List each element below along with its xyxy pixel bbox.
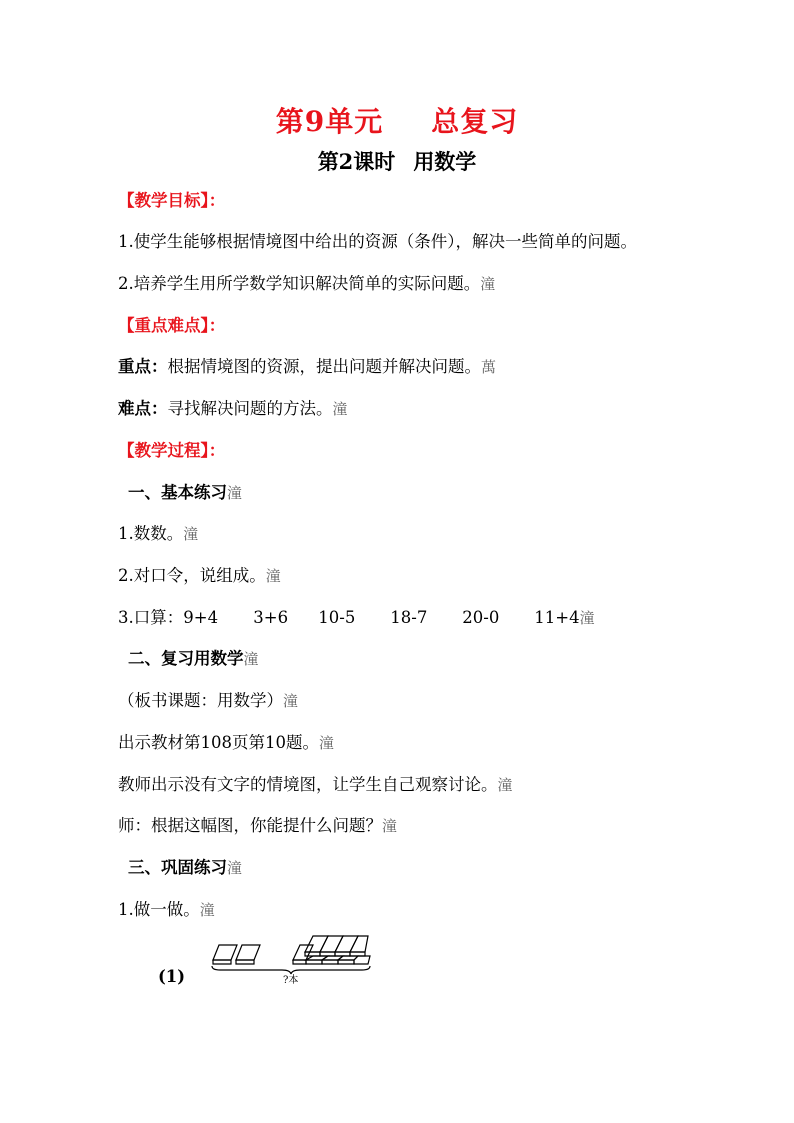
focus-hard: 难点：寻找解决问题的方法。潼 xyxy=(118,399,348,418)
watermark: 潼 xyxy=(283,692,299,710)
title-unit: 第9单元 xyxy=(275,105,384,138)
subtitle-topic: 用数学 xyxy=(413,149,477,174)
oral-item: 9+4 xyxy=(183,608,219,627)
oral-item: 18-7 xyxy=(390,608,428,627)
oral-item: 10-5 xyxy=(318,608,356,627)
focus-key: 重点：根据情境图的资源，提出问题并解决问题。萬 xyxy=(118,357,497,376)
watermark: 潼 xyxy=(579,609,595,627)
question-label: ?本 xyxy=(283,975,299,986)
watermark: 潼 xyxy=(319,734,335,752)
part2-line-2: 出示教材第108页第10题。潼 xyxy=(118,733,335,752)
book-icon xyxy=(305,936,328,956)
page-subtitle xyxy=(0,146,794,176)
part2-heading: 二、复习用数学潼 xyxy=(128,649,259,668)
section-focus: 【重点难点】： xyxy=(118,316,226,335)
watermark: 潼 xyxy=(497,776,513,794)
watermark: 潼 xyxy=(243,650,259,668)
books-illustration xyxy=(150,930,390,990)
section-process: 【教学过程】： xyxy=(118,441,226,460)
part3-heading: 三、巩固练习潼 xyxy=(128,858,243,877)
watermark: 萬 xyxy=(481,358,497,376)
part3-item-1: 1.做一做。潼 xyxy=(118,900,215,919)
part3-sub-1: (1) xyxy=(158,967,186,986)
watermark: 潼 xyxy=(332,400,348,418)
brace xyxy=(212,966,370,974)
watermark: 潼 xyxy=(227,484,243,502)
oral-item: 20-0 xyxy=(462,608,500,627)
part2-line-1: （板书课题：用数学）潼 xyxy=(118,691,299,710)
page-title xyxy=(0,100,794,140)
watermark: 潼 xyxy=(480,275,496,293)
book-icon xyxy=(320,936,343,956)
book-icon xyxy=(213,945,237,964)
oral-item: 3+6 xyxy=(253,608,289,627)
book-icon xyxy=(293,945,313,964)
title-topic: 总复习 xyxy=(431,105,519,138)
watermark: 潼 xyxy=(183,525,199,543)
book-icon xyxy=(350,936,368,956)
section-goals: 【教学目标】： xyxy=(118,191,226,210)
subtitle-lesson: 第2课时 xyxy=(317,149,396,174)
watermark: 潼 xyxy=(382,817,398,835)
part1-heading: 一、基本练习潼 xyxy=(128,483,243,502)
book-icon xyxy=(354,956,370,964)
part1-oral: 3.口算：9+4 3+6 10-5 18-7 20-0 11+4潼 xyxy=(118,608,595,627)
goal-2: 2.培养学生用所学数学知识解决简单的实际问题。潼 xyxy=(118,274,496,293)
part1-item-1: 1.数数。潼 xyxy=(118,524,199,543)
book-icon xyxy=(338,956,358,964)
part1-item-2: 2.对口令，说组成。潼 xyxy=(118,566,281,585)
book-icon xyxy=(335,936,358,956)
book-icon xyxy=(236,945,260,964)
goal-1: 1.使学生能够根据情境图中给出的资源（条件），解决一些简单的问题。 xyxy=(118,232,637,251)
watermark: 潼 xyxy=(227,859,243,877)
watermark: 潼 xyxy=(199,901,215,919)
part2-line-3: 教师出示没有文字的情境图，让学生自己观察讨论。潼 xyxy=(118,775,513,794)
oral-item: 11+4 xyxy=(534,608,580,627)
part2-line-4: 师：根据这幅图，你能提什么问题？潼 xyxy=(118,816,398,835)
watermark: 潼 xyxy=(265,567,281,585)
